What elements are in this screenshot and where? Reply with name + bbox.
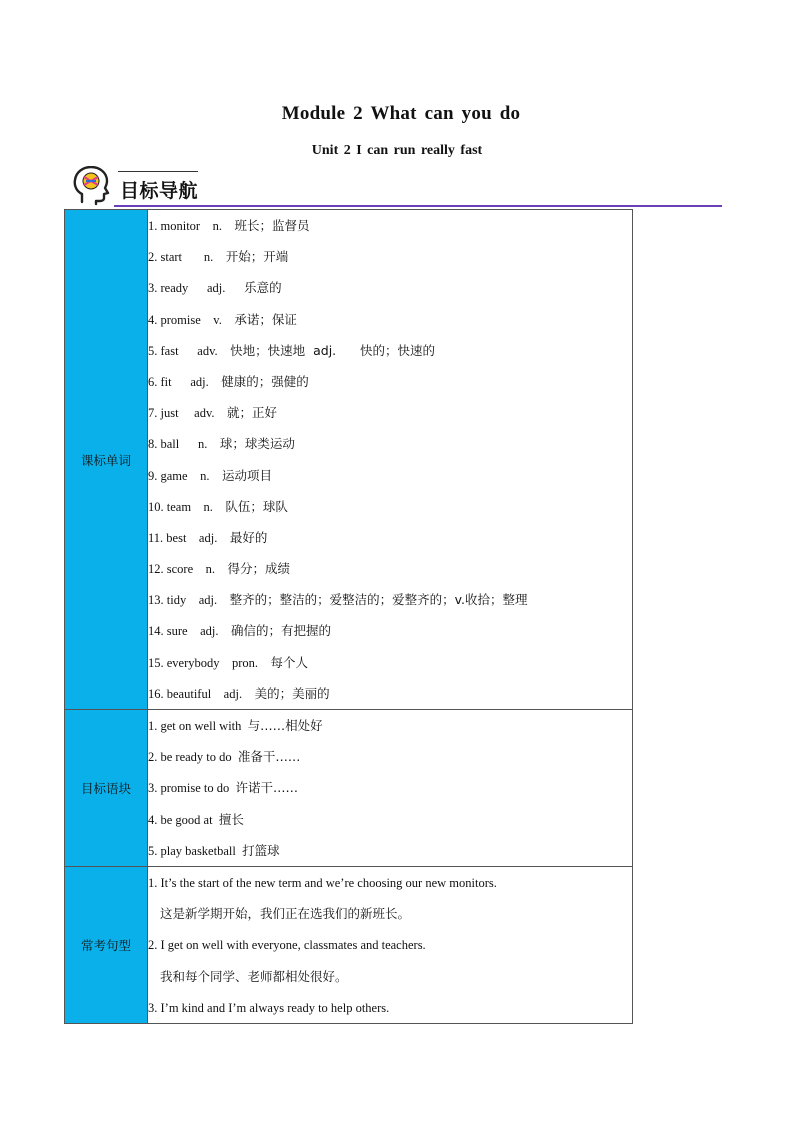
table-group-row	[65, 210, 633, 710]
list-item	[148, 210, 632, 241]
english-text: 2. be ready to do	[148, 750, 238, 765]
list-item	[148, 741, 632, 772]
english-text: 4. be good at	[148, 812, 219, 827]
english-text: 3. I’m kind and I’m always ready to help others.	[148, 1000, 390, 1015]
list-item	[148, 272, 632, 303]
english-text: 1. get on well with	[148, 719, 248, 733]
chinese-text: 擅长	[218, 811, 244, 827]
page-title: Module 2 What can you do	[281, 103, 521, 124]
page-subtitle: Unit 2 I can run really fast	[311, 143, 483, 158]
chinese-text: 这是新学期开始，我们正在选我们的新班长。	[160, 906, 411, 922]
table-group-row	[65, 710, 633, 867]
list-item	[148, 366, 632, 397]
chinese-text: 乐意的	[244, 280, 282, 296]
list-item	[148, 241, 632, 272]
list-item	[148, 867, 632, 898]
chinese-text: 队伍；球队	[225, 498, 288, 514]
english-text: 5. play basketball	[148, 843, 243, 858]
section-title: 目标导航	[120, 180, 199, 202]
chinese-text: 美的；美丽的	[254, 685, 330, 701]
english-text: 1. monitor n.	[148, 219, 235, 233]
list-item	[148, 961, 632, 992]
chinese-text: 得分；成绩	[227, 561, 291, 577]
chinese-text: 打篮球	[242, 842, 280, 858]
vocab-table-body	[65, 210, 633, 1024]
english-text: 2. I get on well with everyone, classmates and teachers.	[148, 938, 426, 953]
list-item	[148, 835, 632, 866]
header-underline	[114, 205, 722, 207]
chinese-text: 班长；监督员	[234, 218, 310, 233]
english-text: 5. fast adv.	[148, 343, 231, 358]
chinese-text: 每个人	[270, 654, 309, 670]
section-header	[72, 166, 722, 210]
english-text: 9. game n.	[148, 468, 222, 483]
english-text: 15. everybody pron.	[148, 655, 271, 670]
english-text: 14. sure adj.	[148, 624, 231, 639]
english-text: 16. beautiful adj.	[148, 686, 255, 701]
english-text: 13. tidy adj.	[148, 593, 230, 608]
english-text: 10. team n.	[148, 499, 226, 514]
list-item	[148, 584, 632, 615]
head-brain-icon	[72, 166, 110, 206]
list-item	[148, 772, 632, 803]
content-cell	[148, 866, 633, 1023]
english-text: 3. promise to do	[148, 781, 236, 796]
chinese-text: 与……相处好	[247, 718, 323, 733]
chinese-text: 确信的；有把握的	[230, 623, 331, 639]
chinese-text: 开始；开端	[225, 249, 289, 265]
chinese-text: 健康的；强健的	[221, 373, 309, 389]
table-group-row	[65, 866, 633, 1023]
list-item	[148, 522, 632, 553]
list-item	[148, 647, 632, 678]
list-item	[148, 460, 632, 491]
vocab-table	[64, 209, 633, 1024]
english-text: 8. ball n.	[148, 437, 220, 452]
english-text: 6. fit adj.	[148, 374, 222, 389]
chinese-text: 承诺；保证	[234, 311, 297, 327]
category-cell: 常考句型	[65, 866, 148, 1023]
list-item	[148, 615, 632, 646]
english-text: 1. It’s the start of the new term and we’re choosing our new monitors.	[148, 875, 497, 890]
list-item	[148, 397, 632, 428]
list-item	[148, 710, 632, 741]
category-cell: 课标单词	[65, 210, 148, 710]
list-item	[148, 304, 632, 335]
header-top-rule	[118, 171, 198, 172]
chinese-text: 运动项目	[221, 467, 272, 483]
english-text: 2. start n.	[148, 250, 226, 265]
chinese-text: 我和每个同学、老师都相处很好。	[160, 968, 348, 984]
chinese-text: 整齐的；整洁的；爱整洁的；爱整齐的；v.收拾；整理	[229, 592, 528, 608]
english-text: 4. promise v.	[148, 312, 235, 327]
list-item	[148, 428, 632, 459]
list-item	[148, 335, 632, 366]
chinese-text: 准备干……	[237, 749, 301, 765]
content-cell	[148, 210, 633, 710]
list-item	[148, 804, 632, 835]
list-item	[148, 992, 632, 1023]
english-text: 7. just adv.	[148, 406, 228, 421]
chinese-text: 最好的	[229, 529, 268, 545]
english-text: 12. score n.	[148, 562, 228, 577]
content-cell	[148, 710, 633, 867]
english-text: 11. best adj.	[148, 530, 230, 545]
chinese-text: 快地；快速地 adj. 快的；快速的	[230, 342, 436, 358]
chinese-text: 就；正好	[227, 405, 278, 421]
list-item	[148, 929, 632, 960]
list-item	[148, 898, 632, 929]
list-item	[148, 553, 632, 584]
english-text: 3. ready adj.	[148, 281, 245, 296]
list-item	[148, 491, 632, 522]
chinese-text: 许诺干……	[235, 780, 299, 796]
list-item	[148, 678, 632, 709]
chinese-text: 球；球类运动	[219, 436, 295, 452]
category-cell: 目标语块	[65, 710, 148, 867]
